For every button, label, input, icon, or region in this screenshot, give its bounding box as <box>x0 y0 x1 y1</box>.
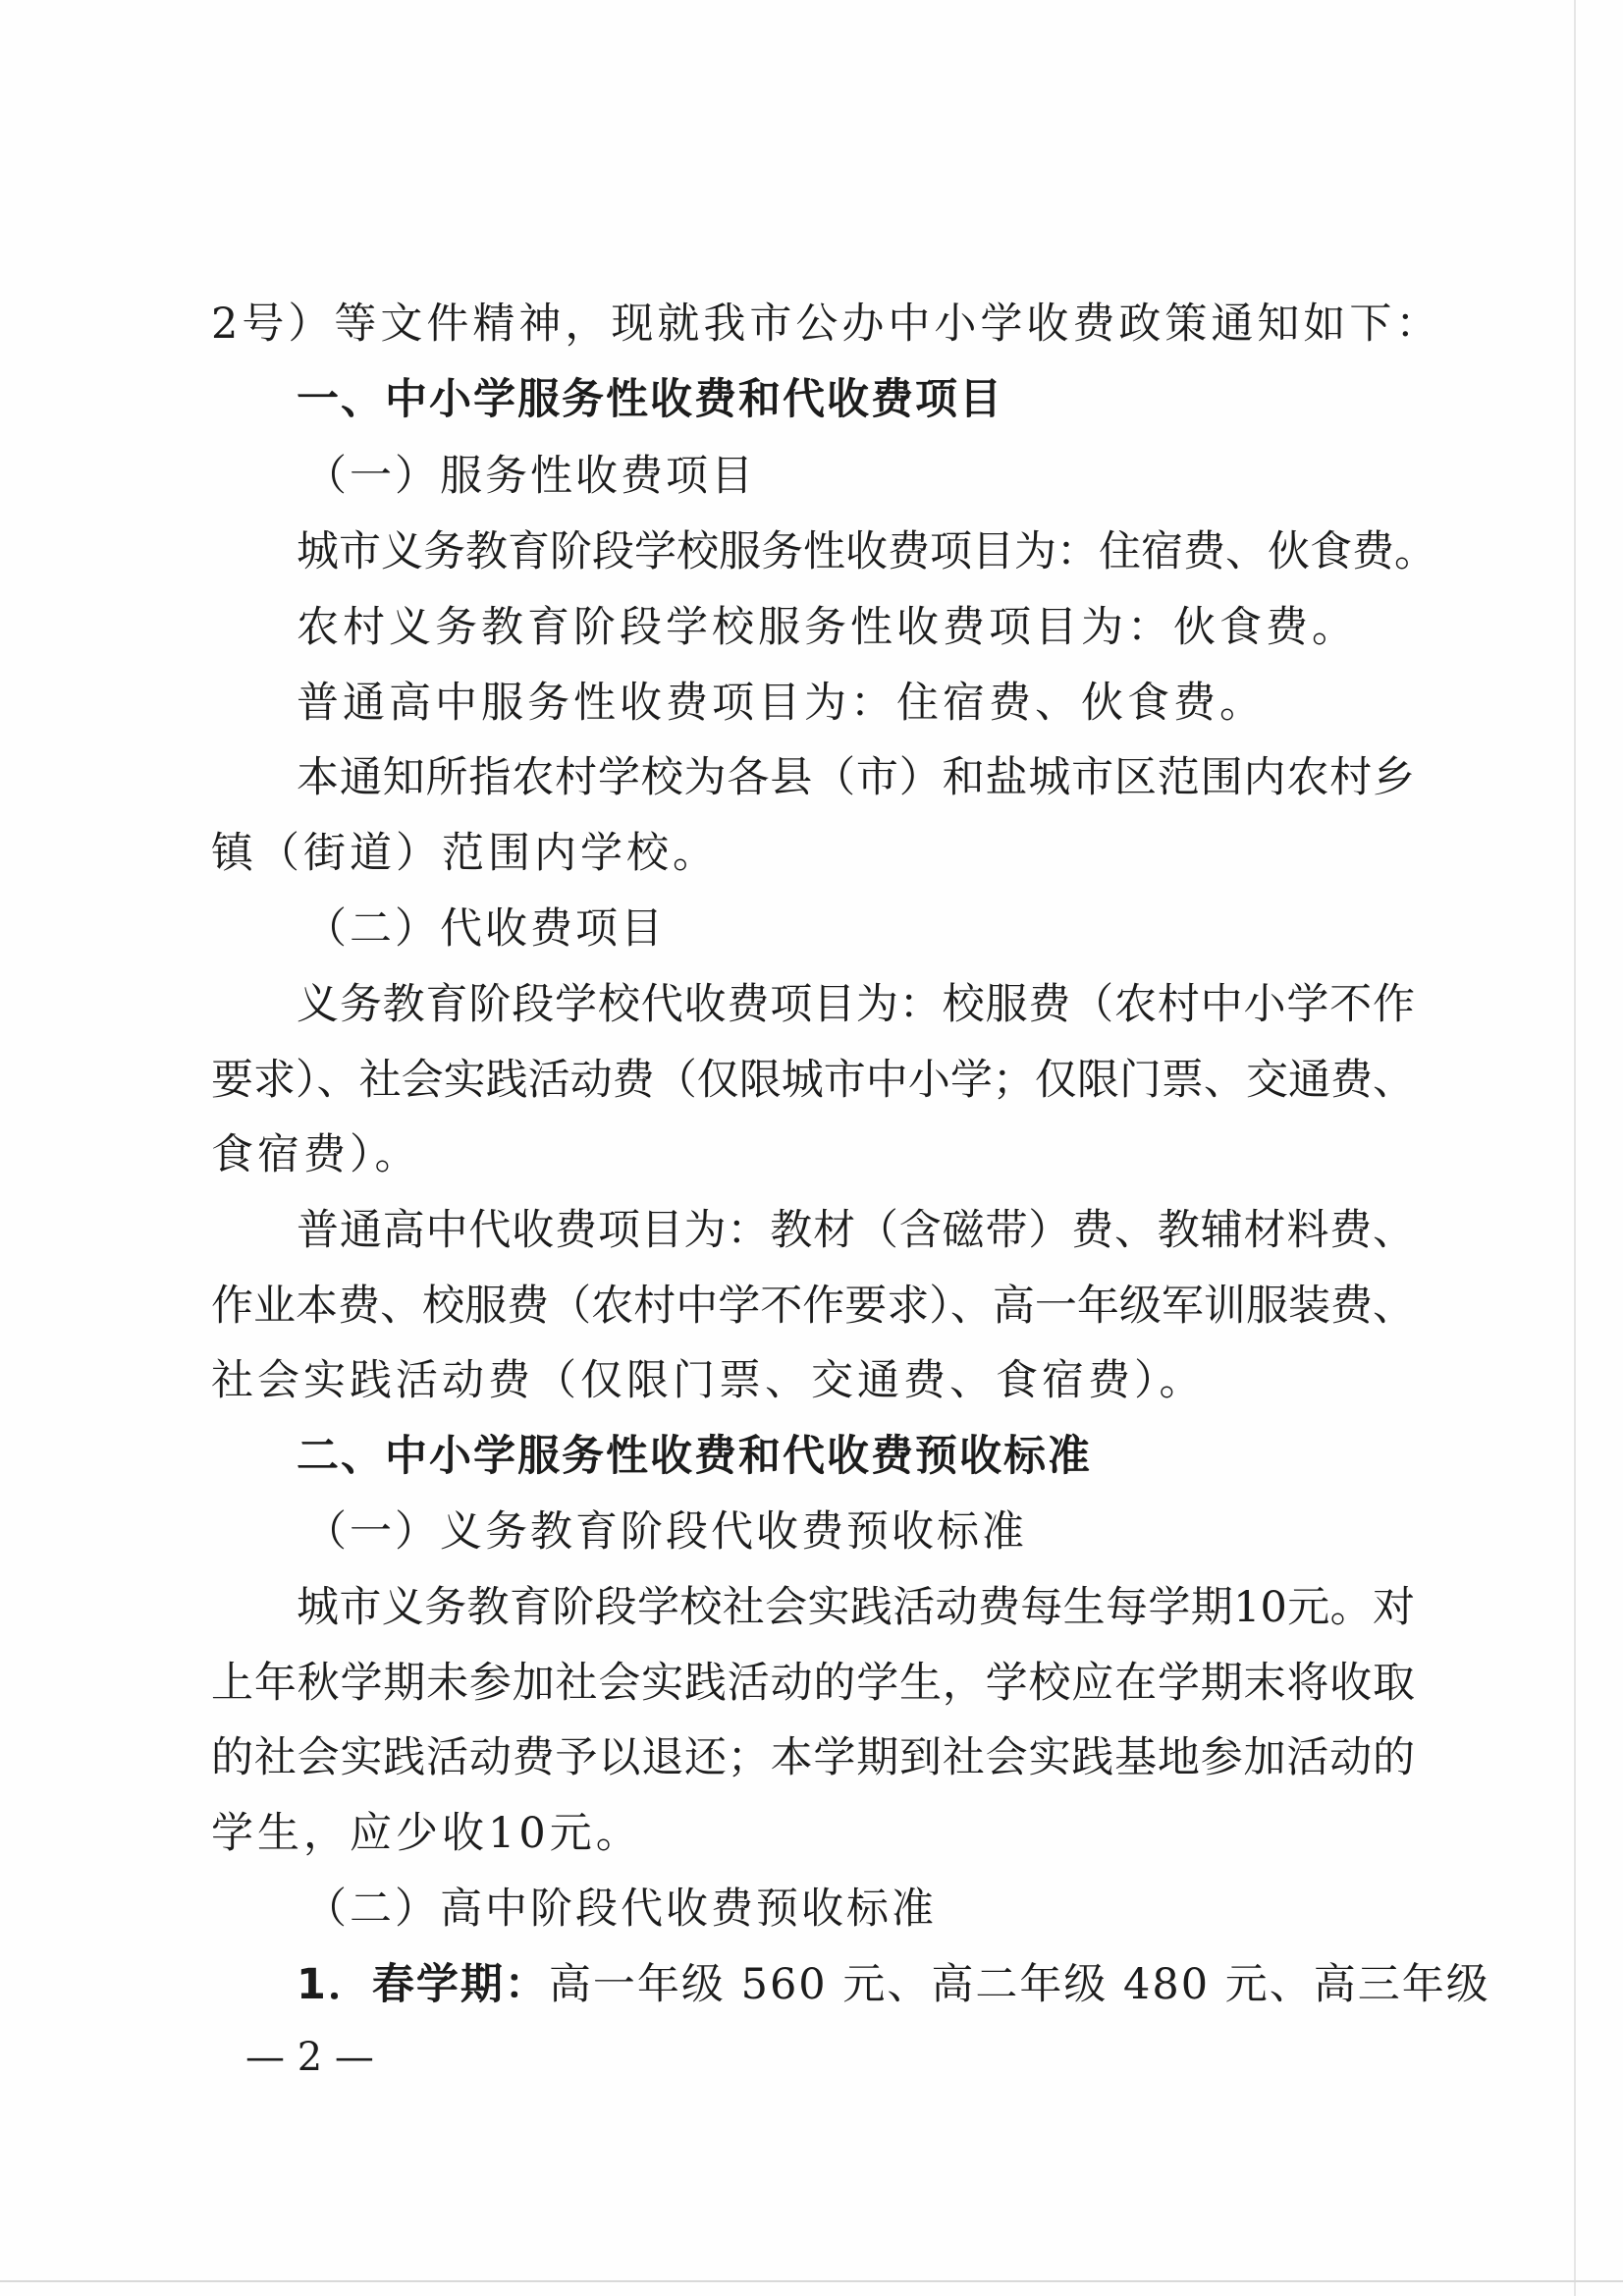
scan-edge-right <box>1574 0 1576 2296</box>
spring-term-label: 1．春学期： <box>297 1960 549 2009</box>
text-line-11: 要求）、社会实践活动费（仅限城市中小学；仅限门票、交通费、 <box>211 1056 1415 1105</box>
text-line-18: 城市义务教育阶段学校社会实践活动费每生每学期10元。对 <box>297 1583 1415 1632</box>
text-line-7: 本通知所指农村学校为各县（市）和盐城市区范围内农村乡 <box>297 753 1415 802</box>
section-heading-2: 二、中小学服务性收费和代收费预收标准 <box>297 1432 1092 1481</box>
subsection-heading-1: （一）服务性收费项目 <box>304 452 756 501</box>
text-line-20: 的社会实践活动费予以退还；本学期到社会实践基地参加活动的 <box>211 1733 1415 1782</box>
text-line-14: 作业本费、校服费（农村中学不作要求）、高一年级军训服装费、 <box>211 1282 1415 1331</box>
text-line-13: 普通高中代收费项目为：教材（含磁带）费、教辅材料费、 <box>297 1206 1415 1255</box>
subsection-heading-2: （二）代收费项目 <box>304 904 666 954</box>
subsection-heading-4: （二）高中阶段代收费预收标准 <box>304 1885 937 1934</box>
text-line-1: 2号）等文件精神，现就我市公办中小学收费政策通知如下： <box>211 300 1442 349</box>
text-line-6: 普通高中服务性收费项目为：住宿费、伙食费。 <box>297 679 1266 728</box>
text-line-8: 镇（街道）范围内学校。 <box>211 829 719 878</box>
text-line-15: 社会实践活动费（仅限门票、交通费、食宿费）。 <box>211 1356 1206 1405</box>
text-line-23 <box>297 1955 1490 2014</box>
text-line-12: 食宿费）。 <box>211 1130 421 1179</box>
section-heading-1: 一、中小学服务性收费和代收费项目 <box>297 375 1003 424</box>
subsection-heading-3: （一）义务教育阶段代收费预收标准 <box>304 1507 1027 1557</box>
page-number: — 2 — <box>245 2035 374 2080</box>
text-line-19: 上年秋学期未参加社会实践活动的学生，学校应在学期末将收取 <box>211 1659 1415 1708</box>
text-line-4: 城市义务教育阶段学校服务性收费项目为：住宿费、伙食费。 <box>297 527 1436 576</box>
spring-term-fees: 高一年级 560 元、高二年级 480 元、高三年级 <box>548 1960 1490 2009</box>
text-line-5: 农村义务教育阶段学校服务性收费项目为：伙食费。 <box>297 603 1358 652</box>
scan-edge-bottom <box>0 2280 1623 2282</box>
text-line-10: 义务教育阶段学校代收费项目为：校服费（农村中小学不作 <box>297 980 1415 1029</box>
text-line-21: 学生，应少收10元。 <box>211 1809 642 1858</box>
